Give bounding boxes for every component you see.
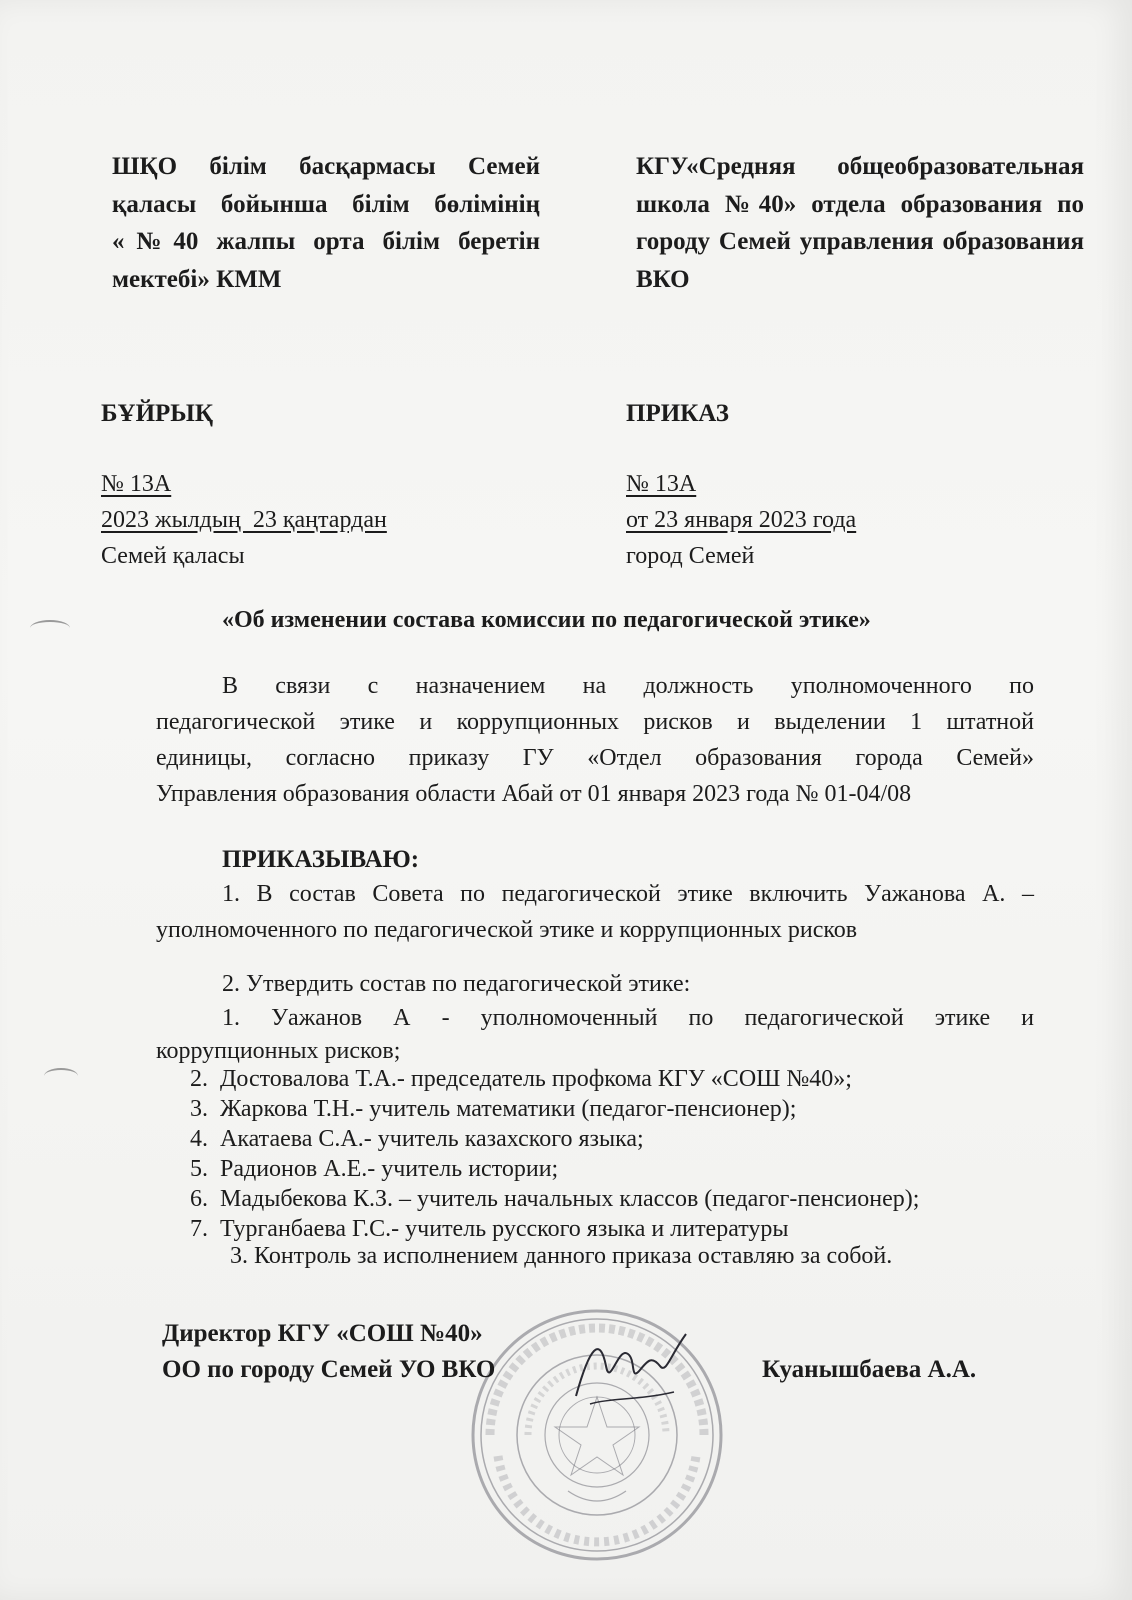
preamble-line: единицы, согласно приказу ГУ «Отдел образования города Семей»	[156, 745, 1034, 771]
fold-mark-top	[30, 620, 70, 636]
member-item: 6. Мадыбекова К.З. – учитель начальных классов (педагог-пенсионер);	[190, 1186, 920, 1212]
order-city-kz: Семей қаласы	[101, 543, 245, 569]
order-number-kz: № 13А	[101, 471, 172, 497]
header-org-kz: ШҚО білім басқармасы Семей қаласы бойынша білім бөлімінің «№40 жалпы орта білім беретін мектебі» КММ	[112, 153, 540, 293]
preamble-line: педагогической этике и коррупционных рисков и выделении 1 штатной	[156, 709, 1034, 735]
members-numbered	[190, 1064, 919, 1244]
member-item-cont: коррупционных рисков;	[156, 1038, 401, 1064]
item-1-line: 1. В состав Совета по педагогической этике включить Уажанова А. –	[222, 881, 1034, 907]
members-list	[156, 1000, 1034, 1066]
member-item: 3. Жаркова Т.Н.- учитель математики (педагог-пенсионер);	[190, 1096, 797, 1122]
header-org-ru: КГУ«Средняя общеобразовательная школа №40» отдела образования по городу Семей управления образования ВКО	[636, 153, 1084, 293]
item-1-line: уполномоченного по педагогической этике и коррупционных рисков	[156, 917, 858, 943]
order-word: ПРИКАЗЫВАЮ:	[222, 846, 420, 873]
order-details-ru	[626, 466, 856, 574]
order-title-ru: ПРИКАЗ	[626, 400, 729, 427]
director-department: ОО по городу Семей УО ВКО	[162, 1356, 496, 1383]
member-item: 2. Достовалова Т.А.- председатель профкома КГУ «СОШ №40»;	[190, 1066, 852, 1092]
fold-mark-bottom	[44, 1068, 78, 1084]
item-3: 3. Контроль за исполнением данного приказа оставляю за собой.	[230, 1243, 893, 1269]
order-date-ru: от 23 января 2023 года	[626, 507, 857, 533]
order-title-kz: БҰЙРЫҚ	[101, 400, 213, 427]
order-date-kz: 2023 жылдың 23 қаңтардан	[101, 507, 387, 533]
order-details-kz	[101, 466, 387, 574]
member-item: 4. Акатаева С.А.- учитель казахского языка;	[190, 1126, 644, 1152]
director-name: Куанышбаева А.А.	[762, 1356, 977, 1383]
order-city-ru: город Семей	[626, 543, 755, 569]
order-number-ru: № 13А	[626, 471, 697, 497]
preamble-line: В связи с назначением на должность уполномоченного по	[222, 673, 1034, 699]
members-ul	[190, 1064, 919, 1244]
signature-scribble-icon	[570, 1326, 690, 1416]
director-position: Директор КГУ «СОШ №40»	[162, 1320, 483, 1347]
item-1	[156, 876, 1034, 948]
member-item: 5. Радионов А.Е.- учитель истории;	[190, 1156, 559, 1182]
preamble	[156, 668, 1034, 812]
preamble-line: Управления образования области Абай от 01 января 2023 года № 01-04/08	[156, 781, 912, 807]
order-subject: «Об изменении состава комиссии по педагогической этике»	[222, 607, 871, 633]
member-item: 7. Турганбаева Г.С.- учитель русского языка и литературы	[190, 1216, 789, 1242]
item-2-title: 2. Утвердить состав по педагогической этике:	[222, 971, 691, 997]
member-item: 1. Уажанов А - уполномоченный по педагогической этике и	[222, 1005, 1034, 1031]
signature-block	[162, 1316, 495, 1388]
